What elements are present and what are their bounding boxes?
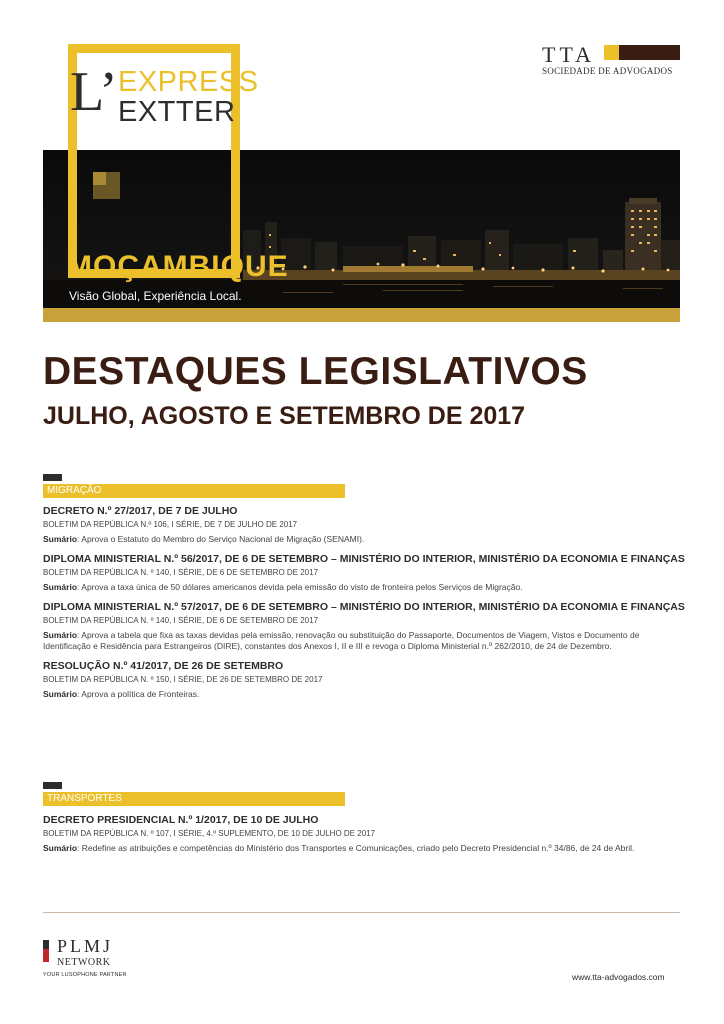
summary-label: Sumário [43,630,78,640]
legislation-entry [43,505,685,545]
banner-tagline: Visão Global, Experiência Local. [69,289,242,303]
summary-text: : Aprova a taxa única de 50 dólares americanos devida pela emissão do visto de fronteira pelos Serviços de Migração. [77,582,523,592]
footer-divider [43,912,680,913]
entry-summary [43,843,685,854]
tta-subtitle: SOCIEDADE DE ADVOGADOS [542,66,673,76]
entry-summary [43,534,685,545]
entry-title: DIPLOMA MINISTERIAL N.º 56/2017, DE 6 DE SETEMBRO – MINISTÉRIO DO INTERIOR, MINISTÉRIO DA ECONOMIA E FINANÇAS [43,553,685,565]
plmj-network-label: NETWORK [57,957,111,968]
summary-label: Sumário [43,843,78,853]
express-logo-express: EXPRESS [118,66,259,98]
summary-label: Sumário [43,534,78,544]
entry-title: DECRETO N.º 27/2017, DE 7 DE JULHO [43,505,238,517]
entry-bulletin: BOLETIM DA REPÚBLICA N. º 140, I SÉRIE, DE 6 DE SETEMBRO DE 2017 [43,568,319,577]
section-entries-transportes [43,814,685,862]
page-title: DESTAQUES LEGISLATIVOS [43,350,588,393]
tta-logo-bar [619,45,680,60]
entry-title: DIPLOMA MINISTERIAL N.º 57/2017, DE 6 DE SETEMBRO – MINISTÉRIO DO INTERIOR, MINISTÉRIO DA ECONOMIA E FINANÇAS [43,601,685,613]
section-entries-migracao [43,505,685,708]
summary-label: Sumário [43,689,78,699]
entry-summary [43,689,685,700]
summary-label: Sumário [43,582,78,592]
entry-bulletin: BOLETIM DA REPÚBLICA N. º 140, I SÉRIE, DE 6 DE SETEMBRO DE 2017 [43,616,319,625]
section-header-migracao: MIGRAÇÃO [43,484,345,498]
entry-title: RESOLUÇÃO N.º 41/2017, DE 26 DE SETEMBRO [43,660,284,672]
logo-square-accent-icon [93,172,106,185]
summary-text: : Aprova o Estatuto do Membro do Serviço Nacional de Migração (SENAMI). [77,534,365,544]
express-logo-letter: L’ [70,61,118,123]
express-logo-extter: EXTTER [118,96,236,128]
summary-text: : Aprova a tabela que fixa as taxas devidas pela emissão, renovação ou substituição do Passaporte, Documentos de Viagem, Vistos e Documento de Identificação e Residência para Estrangeiros (DIRE), constantes dos Anexos I, II e III e revoga o Diploma Ministerial n.º 262/2010, de 24 de Dezembro. [43,630,640,651]
tta-logo-text: TTA [542,42,596,67]
entry-title: DECRETO PRESIDENCIAL N.º 1/2017, DE 10 DE JULHO [43,814,319,826]
entry-bulletin: BOLETIM DA REPÚBLICA N.º 106, I SÉRIE, DE 7 DE JULHO DE 2017 [43,520,298,529]
summary-text: : Aprova a política de Fronteiras. [77,689,200,699]
section-tab-marker [43,474,62,481]
entry-bulletin: BOLETIM DA REPÚBLICA N. º 150, I SÉRIE, DE 26 DE SETEMBRO DE 2017 [43,675,323,684]
summary-text: : Redefine as atribuições e competências do Ministério dos Transportes e Comunicações, criado pelo Decreto Presidencial n.º 34/86, de 24 de Abril. [77,843,635,853]
entry-bulletin: BOLETIM DA REPÚBLICA N. º 107, I SÉRIE, 4.º SUPLEMENTO, DE 10 DE JULHO DE 2017 [43,829,376,838]
entry-summary [43,630,685,652]
legislation-entry [43,601,685,652]
section-tab-marker [43,782,62,789]
banner-country: MOÇAMBIQUE [67,250,289,283]
legislation-entry [43,553,685,593]
legislation-entry [43,660,685,700]
legislation-entry [43,814,685,854]
plmj-tagline: YOUR LUSOPHONE PARTNER [43,972,127,978]
section-header-transportes: TRANSPORTES [43,792,345,806]
plmj-logo-text: PLMJ [57,936,114,956]
page-subtitle: JULHO, AGOSTO E SETEMBRO DE 2017 [43,402,526,430]
entry-summary [43,582,685,593]
banner-gold-strip [43,308,680,322]
plmj-logo-dark-bar [43,940,49,949]
website-link[interactable]: www.tta-advogados.com [572,972,665,982]
tta-logo-yellow-square [604,45,619,60]
